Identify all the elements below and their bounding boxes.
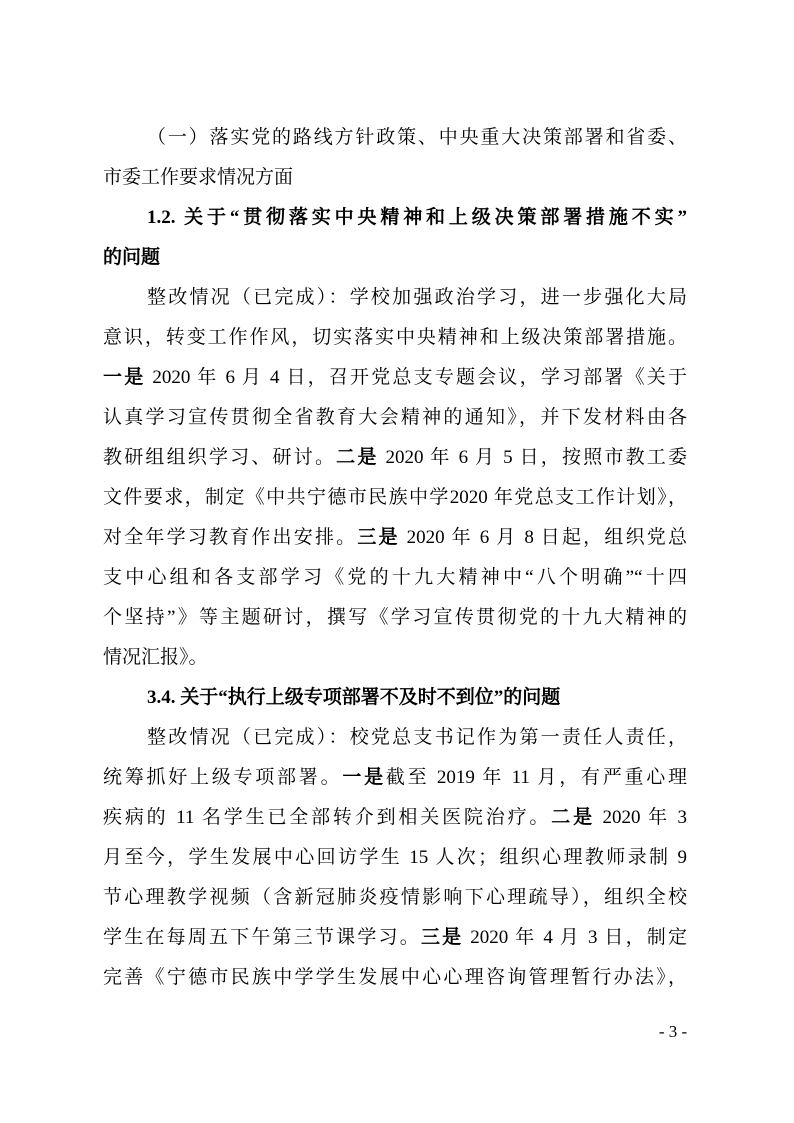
emphasis-run: 的问题	[103, 247, 161, 268]
text-run: 2020 年 6 月 4 日，召开党总支专题会议，学习部署《关于	[145, 367, 687, 388]
text-line-body	[103, 318, 687, 358]
text-line-section-heading	[103, 118, 687, 158]
text-run: 认真学习宣传贯彻全省教育大会精神的通知》，并下发材料由各	[103, 407, 687, 428]
text-line-body	[103, 918, 687, 958]
text-run: 月至今，学生发展中心回访学生 15 人次；组织心理教师录制 9	[103, 847, 687, 868]
text-line-body	[103, 758, 687, 798]
text-line-body	[103, 438, 687, 478]
text-line-body	[103, 878, 687, 918]
text-line-body	[103, 718, 687, 758]
emphasis-run: 1.2. 关于“贯彻落实中央精神和上级决策部署措施不实”	[147, 207, 687, 228]
text-run: 2020 年 6 月 5 日，按照市教工委	[378, 447, 687, 468]
emphasis-run: 三是	[420, 927, 464, 948]
emphasis-run: 二是	[336, 447, 379, 468]
text-line-body	[103, 598, 687, 638]
text-run: 支中心组和各支部学习《党的十九大精神中“八个明确”“十四	[103, 567, 687, 588]
text-run: 整改情况（已完成）：学校加强政治学习，进一步强化大局	[147, 287, 687, 308]
emphasis-run: 二是	[551, 807, 595, 828]
text-run: 教研组组织学习、研讨。	[103, 447, 337, 468]
text-run: 2020 年 4 月 3 日，制定	[463, 927, 687, 948]
text-run: 整改情况（已完成）：校党总支书记作为第一责任人责任，	[147, 727, 687, 748]
text-run: 文件要求，制定《中共宁德市民族中学2020 年党总支工作计划》，	[103, 487, 687, 508]
emphasis-run: 一是	[103, 367, 146, 388]
text-line-body	[103, 638, 687, 678]
text-line-body	[103, 838, 687, 878]
text-run: 情况汇报》。	[103, 647, 208, 668]
emphasis-run: 一是	[342, 767, 386, 788]
text-line-subheading	[103, 678, 687, 718]
text-run: 2020 年 3	[594, 807, 687, 828]
emphasis-run: 三是	[357, 527, 400, 548]
text-line-body	[103, 798, 687, 838]
text-run: 对全年学习教育作出安排。	[103, 527, 358, 548]
text-line-body	[103, 398, 687, 438]
text-run: 市委工作要求情况方面	[103, 167, 294, 188]
text-run: （一）落实党的路线方针政策、中央重大决策部署和省委、	[147, 127, 687, 148]
text-run: 节心理教学视频（含新冠肺炎疫情影响下心理疏导），组织全校	[103, 887, 687, 908]
text-line-body	[103, 278, 687, 318]
text-run: 2020 年 6 月 8 日起，组织党总	[399, 527, 687, 548]
text-run: 疾病的 11 名学生已全部转介到相关医院治疗。	[103, 807, 552, 828]
text-run: 学生在每周五下午第三节课学习。	[103, 927, 421, 948]
text-line-subheading	[103, 198, 687, 238]
text-run: 统筹抓好上级专项部署。	[103, 767, 343, 788]
emphasis-run: 3.4. 关于“执行上级专项部署不及时不到位”的问题	[147, 687, 561, 708]
text-line-body	[103, 518, 687, 558]
document-content	[103, 118, 687, 998]
text-line-body	[103, 958, 687, 998]
text-line-body	[103, 358, 687, 398]
text-line-subheading	[103, 238, 687, 278]
text-line-body	[103, 558, 687, 598]
text-run: 截至 2019 年 11 月，有严重心理	[385, 767, 687, 788]
text-line-body	[103, 478, 687, 518]
page-number: - 3 -	[658, 1022, 688, 1041]
text-line-section-heading	[103, 158, 687, 198]
text-run: 完善《宁德市民族中学学生发展中心心理咨询管理暂行办法》，	[103, 967, 687, 988]
text-run: 个坚持”》等主题研讨，撰写《学习宣传贯彻党的十九大精神的	[103, 607, 687, 628]
text-run: 意识，转变工作作风，切实落实中央精神和上级决策部署措施。	[103, 327, 687, 348]
